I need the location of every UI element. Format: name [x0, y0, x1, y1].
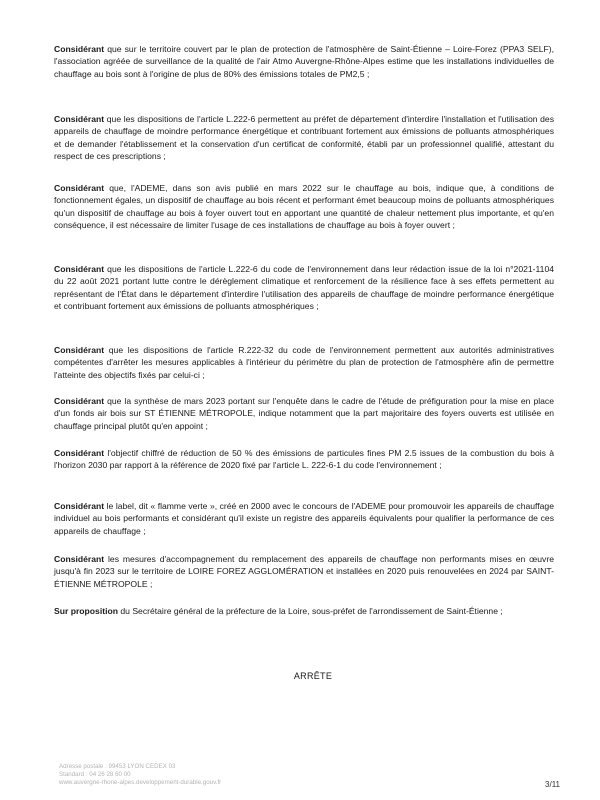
paragraph-text: les mesures d'accompagnement du remplacement des appareils de chauffage non performants mises en œuvre jusqu'à fin 2023 sur le territoire de LOIRE FOREZ AGGLOMÉRATION et installées en 2020 puis renouvelées en 2024 par SAINT-ÉTIENNE MÉTROPOLE ; — [54, 554, 554, 589]
paragraph-text: l'objectif chiffré de réduction de 50 % des émissions de particules fines PM 2.5 issues de la combustion du bois à l'horizon 2030 par rapport à la référence de 2020 fixé par l'article L. 222-6-1 du code l'environnement ; — [54, 448, 554, 471]
paragraph-lead: Considérant — [54, 501, 105, 511]
paragraph-5 — [54, 344, 554, 381]
paragraph-10 — [54, 605, 554, 617]
paragraph-text: que les dispositions de l'article R.222-32 du code de l'environnement permettent aux autorités administratives compétentes d'arrêter les mesures applicables à l'intérieur du périmètre du plan de protection de l'atmosphère afin de permettre l'atteinte des objectifs fixés par celui-ci ; — [54, 345, 554, 380]
paragraph-lead: Considérant — [54, 264, 105, 274]
paragraph-lead: Considérant — [54, 448, 105, 458]
decree-heading: ARRÊTE — [293, 671, 333, 681]
paragraph-3 — [54, 182, 554, 231]
paragraph-9 — [54, 553, 554, 590]
paragraph-text: que les dispositions de l'article L.222-6 permettent au préfet de département d'interdire l'installation et l'utilisation des appareils de chauffage de moindre performance énergétique et contribuant fortement aux émissions de polluants atmosphériques et de demander l'établissement et la conservation d'un certificat de conformité, établi par un professionnel qualifié, attestant du respect de ces prescriptions ; — [54, 114, 554, 161]
paragraph-text: le label, dit « flamme verte », créé en 2000 avec le concours de l'ADEME pour promouvoir les appareils de chauffage individuel au bois performants et considérant qu'il existe un registre des appareils équivalents pour qualifier la performance de ces appareils de chauffage ; — [54, 501, 554, 536]
paragraph-7 — [54, 447, 554, 472]
paragraph-lead: Considérant — [54, 554, 105, 564]
paragraph-6 — [54, 395, 554, 432]
paragraph-lead: Considérant — [54, 183, 105, 193]
paragraph-text: du Secrétaire général de la préfecture de la Loire, sous-préfet de l'arrondissement de Saint-Étienne ; — [117, 606, 503, 616]
paragraph-text: que la synthèse de mars 2023 portant sur l'enquête dans le cadre de l'étude de préfiguration pour la mise en place d'un fonds air bois sur ST ÉTIENNE MÉTROPOLE, indique notamment que la part majoritaire des foyers ouverts est utilisée en chauffage principal plutôt qu'en appoint ; — [54, 396, 554, 431]
page-number: 3/11 — [545, 780, 560, 789]
paragraph-text: que sur le territoire couvert par le plan de protection de l'atmosphère de Saint-Étienne – Loire-Forez (PPA3 SELF), l'association agréée de surveillance de la qualité de l'air Atmo Auvergne-Rhône-Alpes estime que les installations individuelles de chauffage au bois sont à l'origine de plus de 80% des émissions totales de PM2,5 ; — [54, 44, 554, 79]
paragraph-1 — [54, 43, 554, 80]
footer-website: www.auvergne-rhone-alpes.developpement-durable.gouv.fr — [59, 779, 222, 786]
footer-address: Adresse postale : 99453 LYON CEDEX 03 — [59, 763, 176, 770]
paragraph-text: que les dispositions de l'article L.222-6 du code de l'environnement dans leur rédaction issue de la loi n°2021-1104 du 22 août 2021 portant lutte contre le dérèglement climatique et renforcement de la résilience face à ses effets permettent au représentant de l'État dans le département d'interdire l'utilisation des appareils de chauffage de moindre performance énergétique et contribuant fortement aux émissions de polluants atmosphériques ; — [54, 264, 554, 311]
paragraph-lead: Considérant — [54, 345, 105, 355]
paragraph-8 — [54, 500, 554, 537]
paragraph-2 — [54, 113, 554, 162]
paragraph-lead: Considérant — [54, 114, 105, 124]
paragraph-lead: Considérant — [54, 44, 105, 54]
paragraph-4 — [54, 263, 554, 312]
footer-phone: Standard : 04 26 28 60 00 — [59, 771, 131, 778]
paragraph-lead: Considérant — [54, 396, 105, 406]
footer-contact — [59, 763, 221, 787]
paragraph-lead: Sur proposition — [54, 606, 118, 616]
paragraph-text: que, l'ADEME, dans son avis publié en mars 2022 sur le chauffage au bois, indique que, à conditions de fonctionnement égales, un dispositif de chauffage au bois récent et performant émet beaucoup moins de polluants atmosphériques qu'un dispositif de chauffage au bois à foyer ouvert tout en apportant une quantité de chaleur nettement plus importante, et qu'en conséquence, il est nécessaire de limiter l'usage de ces installations de chauffage au bois à foyer ouvert ; — [54, 183, 554, 230]
